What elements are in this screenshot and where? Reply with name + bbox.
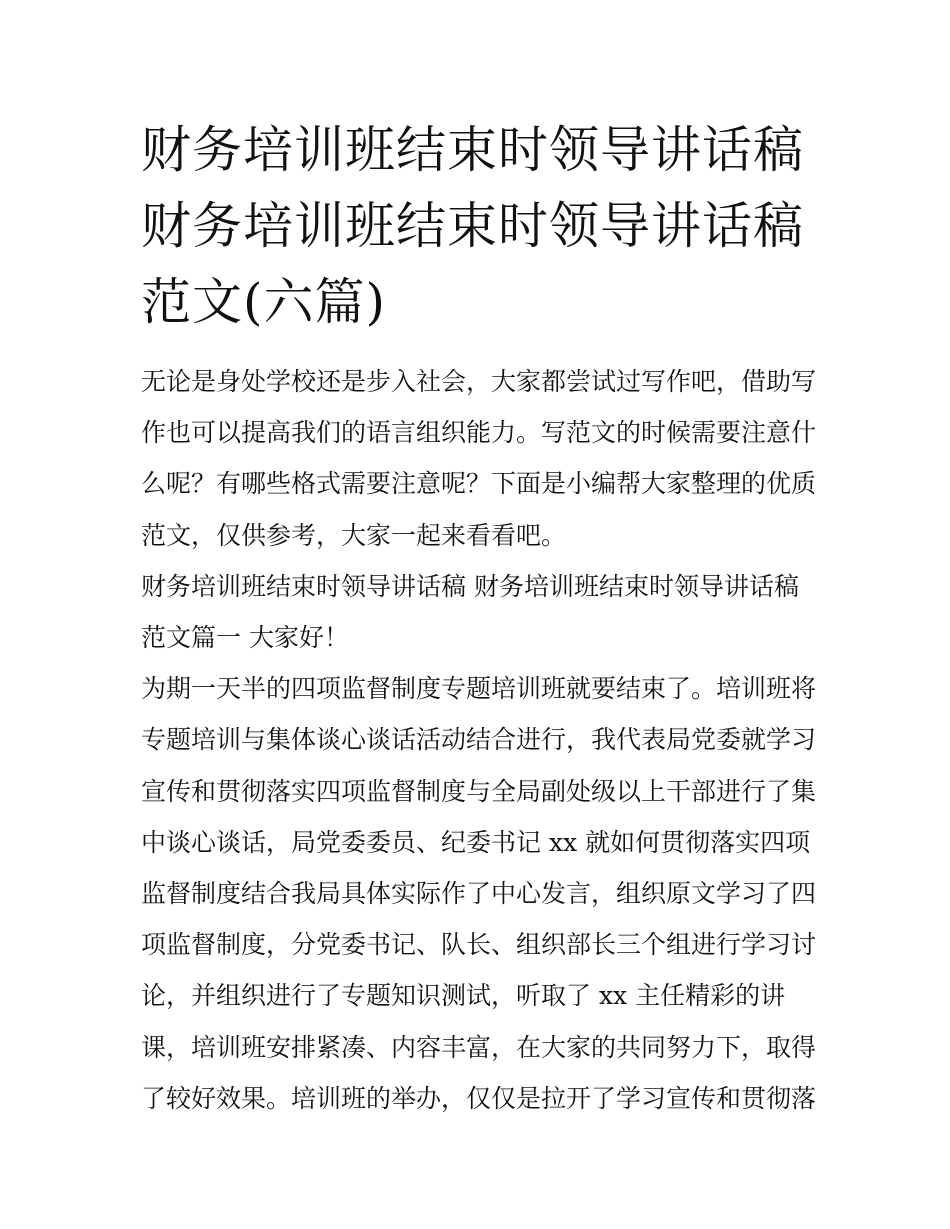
body-line: 为期一天半的四项监督制度专题培训班就要结束了。培训班将	[141, 674, 817, 704]
body-line: 范文，仅供参考，大家一起来看看吧。	[141, 520, 567, 550]
body-line: 作也可以提高我们的语言组织能力。写范文的时候需要注意什	[141, 418, 817, 448]
body-line: 么呢？有哪些格式需要注意呢？下面是小编帮大家整理的优质	[141, 469, 817, 499]
title-line: 财务培训班结束时领导讲话稿	[141, 197, 804, 255]
body-line: 论，并组织进行了专题知识测试，听取了 xx 主任精彩的讲	[141, 981, 786, 1011]
document-body	[141, 356, 821, 1124]
body-line: 监督制度结合我局具体实际作了中心发言，组织原文学习了四	[141, 879, 817, 909]
body-line: 专题培训与集体谈心谈话活动结合进行，我代表局党委就学习	[141, 725, 817, 755]
body-line: 中谈心谈话，局党委委员、纪委书记 xx 就如何贯彻落实四项	[141, 827, 811, 857]
body-line: 宣传和贯彻落实四项监督制度与全局副处级以上干部进行了集	[141, 776, 817, 806]
title-line: 财务培训班结束时领导讲话稿	[141, 121, 804, 179]
body-line: 范文篇一 大家好！	[141, 623, 349, 653]
body-line: 课，培训班安排紧凑、内容丰富，在大家的共同努力下，取得	[141, 1032, 817, 1062]
body-line: 无论是身处学校还是步入社会，大家都尝试过写作吧，借助写	[141, 367, 817, 396]
document-title	[141, 112, 821, 340]
body-line: 财务培训班结束时领导讲话稿 财务培训班结束时领导讲话稿	[141, 571, 799, 601]
body-line: 项监督制度，分党委书记、队长、组织部长三个组进行学习讨	[141, 930, 817, 960]
body-line: 了较好效果。培训班的举办，仅仅是拉开了学习宣传和贯彻落	[141, 1083, 817, 1113]
title-line: 范文(六篇)	[141, 273, 387, 331]
